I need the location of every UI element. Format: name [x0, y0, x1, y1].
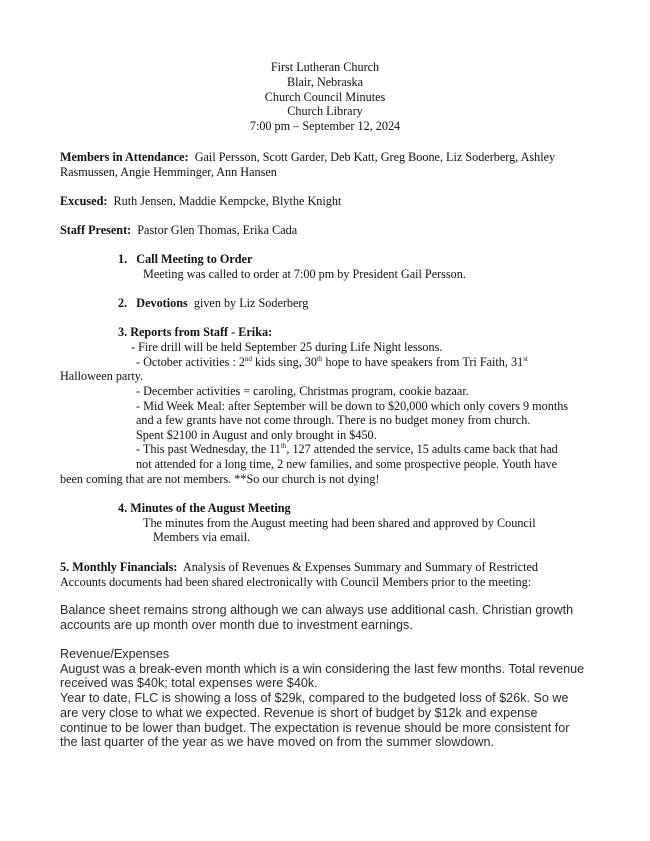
revenue-line-1: August was a break-even month which is a win considering the last few months. Total revenue — [60, 661, 585, 676]
attendance-names-1: Gail Persson, Scott Garder, Deb Katt, Greg Boone, Liz Soderberg, Ashley — [194, 150, 556, 164]
item-2-title: Devotions — [136, 296, 188, 310]
fire-drill-line: - Fire drill will be held September 25 during Life Night lessons. — [131, 340, 443, 354]
revenue-line-6: the last quarter of the year as we have moved on from the summer slowdown. — [60, 735, 494, 750]
mid-week-meal-line-3: Spent $2100 in August and only brought in $450. — [136, 428, 377, 442]
excused-section — [60, 194, 600, 209]
october-activities-line-2: Halloween party. — [60, 369, 144, 383]
item-1-heading — [118, 252, 252, 267]
meeting-location: Church Library — [287, 104, 363, 119]
staff-label: Staff Present: — [60, 223, 132, 237]
item-2-body: given by Liz Soderberg — [193, 296, 309, 310]
attendance-section — [60, 150, 600, 179]
balance-line-1: Balance sheet remains strong although we can always use additional cash. Christian growth — [60, 603, 574, 617]
revenue-expenses-heading: Revenue/Expenses — [60, 647, 170, 661]
item-1-title: Call Meeting to Order — [136, 252, 253, 266]
revenue-line-2: received was $40k; total expenses were $40k. — [60, 676, 318, 691]
item-1-body: Meeting was called to order at 7:00 pm by President Gail Persson. — [143, 267, 466, 281]
meeting-time: 7:00 pm – September 12, 2024 — [249, 119, 401, 134]
revenue-line-3: Year to date, FLC is showing a loss of $29k, compared to the budgeted loss of $26k. So we — [60, 691, 569, 706]
item-5-section — [60, 560, 620, 589]
balance-line-2: accounts are up month over month due to investment earnings. — [60, 617, 413, 632]
church-location: Blair, Nebraska — [287, 74, 363, 89]
item-4-title: 4. Minutes of the August Meeting — [118, 501, 291, 515]
attendance-label: Members in Attendance: — [60, 150, 189, 164]
revenue-line-5: continue to be lower than budget. The expectation is revenue should be more consistent for — [60, 720, 570, 735]
revenue-line-4: are very close to what we expected. Revenue is short of budget by $12k and expense — [60, 705, 538, 720]
october-activities-line: - October activities : 2nd kids sing, 30th hope to have speakers from Tri Faith, 31st — [136, 354, 528, 369]
wednesday-line-1: - This past Wednesday, the 11th, 127 attended the service, 15 adults came back that had — [136, 441, 558, 456]
item-4-body-1: The minutes from the August meeting had been shared and approved by Council — [143, 516, 536, 530]
mid-week-meal-line-2: and a few grants have not come through. There is no budget money from church. — [136, 413, 531, 427]
balance-sheet-section — [60, 603, 620, 632]
attendance-names-2: Rasmussen, Angie Hemminger, Ann Hansen — [60, 164, 277, 179]
item-5-body-2: Accounts documents had been shared electronically with Council Members prior to the meeting: — [60, 574, 532, 589]
item-2-number: 2. — [118, 296, 128, 310]
item-4-body-2: Members via email. — [153, 530, 251, 544]
excused-names: Ruth Jensen, Maddie Kempcke, Blythe Knight — [113, 194, 342, 208]
staff-section — [60, 223, 600, 238]
document-title: Church Council Minutes — [264, 89, 386, 104]
revenue-expenses-section — [60, 647, 620, 750]
document-header — [0, 60, 650, 134]
wednesday-line-3: been coming that are not members. **So our church is not dying! — [60, 472, 380, 486]
mid-week-meal-line-1: - Mid Week Meal: after September will be down to $20,000 which only covers 9 months — [136, 399, 569, 413]
excused-label: Excused: — [60, 194, 108, 208]
december-activities-line: - December activities = caroling, Christmas program, cookie bazaar. — [136, 384, 469, 398]
church-name: First Lutheran Church — [270, 60, 380, 74]
item-1-number: 1. — [118, 252, 128, 266]
item-2-heading — [118, 296, 308, 311]
item-3-title: 3. Reports from Staff - Erika: — [118, 325, 273, 339]
staff-names: Pastor Glen Thomas, Erika Cada — [137, 223, 298, 237]
item-5-title: 5. Monthly Financials: — [60, 560, 178, 574]
item-5-body-1: Analysis of Revenues & Expenses Summary and Summary of Restricted — [182, 560, 538, 574]
wednesday-line-2: not attended for a long time, 2 new families, and some prospective people. Youth have — [136, 457, 558, 471]
